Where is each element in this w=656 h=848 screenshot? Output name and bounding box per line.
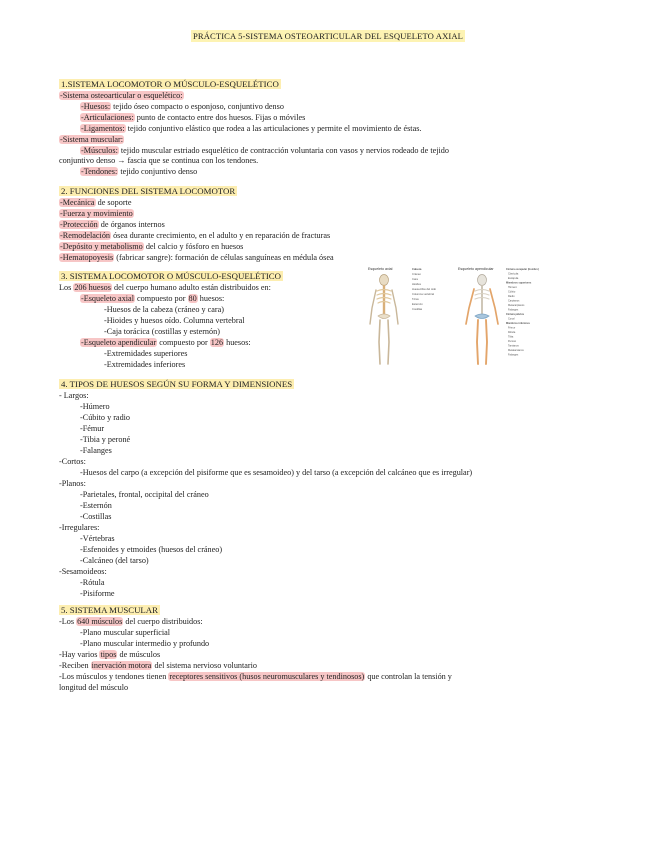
- svg-text:Falanges: Falanges: [508, 353, 519, 357]
- s2-line: -Mecánica de soporte: [60, 198, 132, 207]
- s4-category: -Irregulares:: [59, 523, 100, 532]
- s4-item: -Costillas: [80, 512, 112, 521]
- svg-text:Fémur: Fémur: [508, 326, 516, 330]
- s3-line: -Caja torácica (costillas y esternón): [104, 327, 220, 336]
- section-4-heading: 4. TIPOS DE HUESOS SEGÚN SU FORMA Y DIMENSIONES: [61, 379, 293, 389]
- s5-line: -Plano muscular superficial: [80, 628, 171, 637]
- svg-text:Miembros superiores: Miembros superiores: [506, 281, 532, 285]
- section-2-heading: 2. FUNCIONES DEL SISTEMA LOCOMOTOR: [61, 186, 236, 196]
- svg-text:Costillas: Costillas: [412, 308, 423, 311]
- svg-text:Miembros inferiores: Miembros inferiores: [506, 322, 530, 325]
- s3-line: -Hioides y huesos oído. Columna vertebral: [104, 316, 245, 325]
- appendicular-skeleton-illustration: [466, 275, 498, 365]
- s1-line: -Sistema muscular:: [60, 135, 123, 144]
- s4-item: -Vértebras: [80, 534, 115, 543]
- svg-text:Columna vertebral: Columna vertebral: [412, 293, 434, 296]
- section-3-heading: 3. SISTEMA LOCOMOTOR O MÚSCULO-ESQUELÉTICO: [61, 271, 282, 281]
- svg-text:Cara: Cara: [412, 278, 418, 281]
- s3-line: -Esqueleto apendicular compuesto por 126 huesos:: [81, 338, 251, 347]
- svg-text:Hioides: Hioides: [412, 283, 421, 286]
- s5-line: -Los músculos y tendones tienen receptores sensitivos (husos neuromusculares y tendinosos) que controlan la tensión y: [59, 672, 452, 681]
- figure-appendicular-labels: [506, 268, 539, 357]
- s2-line: -Fuerza y movimiento: [60, 209, 133, 218]
- s4-item: -Pisiforme: [80, 589, 115, 598]
- skeleton-figure: [366, 264, 562, 372]
- svg-text:Húmero: Húmero: [508, 286, 517, 289]
- svg-text:Esternón: Esternón: [412, 303, 423, 306]
- svg-text:Cúbito: Cúbito: [508, 290, 516, 294]
- s1-line: -Huesos: tejido óseo compacto o esponjoso, conjuntivo denso: [81, 102, 284, 111]
- s1-line: -Músculos: tejido muscular estriado esquelético de contracción voluntaria con vasos y nervios rodeado de tejido: [81, 146, 449, 155]
- s3-line: -Huesos de la cabeza (cráneo y cara): [104, 305, 225, 314]
- s4-item: -Húmero: [80, 402, 110, 411]
- svg-text:Cráneo: Cráneo: [412, 273, 421, 276]
- s5-line: -Plano muscular intermedio y profundo: [80, 639, 210, 648]
- svg-text:Falanges: Falanges: [508, 308, 519, 312]
- s2-line: -Depósito y metabolismo del calcio y fósforo en huesos: [60, 242, 244, 251]
- svg-text:Clavícula: Clavícula: [508, 272, 519, 276]
- s4-category: - Largos:: [59, 391, 89, 400]
- figure-label-left: Esqueleto axial: [368, 267, 393, 271]
- svg-text:Carpianos: Carpianos: [508, 299, 520, 303]
- s1-line: -Ligamentos: tejido conjuntivo elástico que rodea a las articulaciones y permite el movimiento de éstas.: [81, 124, 422, 133]
- s4-item: -Falanges: [80, 446, 112, 455]
- section-5-heading: 5. SISTEMA MUSCULAR: [61, 605, 159, 615]
- svg-text:Tibia: Tibia: [508, 335, 514, 339]
- s2-line: -Protección de órganos internos: [60, 220, 165, 229]
- s3-line: -Esqueleto axial compuesto por 80 huesos:: [81, 294, 225, 303]
- s4-item: -Rótula: [80, 578, 105, 587]
- section-1-heading: 1.SISTEMA LOCOMOTOR O MÚSCULO-ESQUELÉTICO: [61, 79, 279, 89]
- s4-category: -Planos:: [59, 479, 86, 488]
- s4-item: -Tibia y peroné: [80, 435, 131, 444]
- s1-line: -Articulaciones: punto de contacto entre dos huesos. Fijas o móviles: [81, 113, 306, 122]
- s3-line: Los 206 huesos del cuerpo humano adulto están distribuidos en:: [59, 283, 271, 292]
- svg-text:Cintura pélvica: Cintura pélvica: [506, 313, 524, 316]
- s5-line: -Los 640 músculos del cuerpo distribuidos:: [59, 617, 203, 626]
- s4-category: -Cortos:: [59, 457, 86, 466]
- svg-text:Rótula: Rótula: [508, 331, 516, 334]
- svg-text:Tarsianos: Tarsianos: [508, 344, 519, 348]
- figure-axial-labels: [412, 267, 437, 311]
- s4-item: -Calcáneo (del tarso): [80, 556, 149, 565]
- s4-category: -Sesamoideos:: [59, 567, 107, 576]
- svg-text:Coxal: Coxal: [508, 317, 515, 321]
- svg-text:Metatarsianos: Metatarsianos: [508, 349, 524, 352]
- s3-line: -Extremidades inferiores: [104, 360, 186, 369]
- s3-line: -Extremidades superiores: [104, 349, 188, 358]
- s4-item: -Fémur: [80, 424, 105, 433]
- figure-label-right: Esqueleto apendicular: [458, 267, 494, 271]
- page-title: PRÁCTICA 5-SISTEMA OSTEOARTICULAR DEL ESQUELETO AXIAL: [193, 31, 463, 41]
- svg-text:Radio: Radio: [508, 295, 515, 298]
- s4-item: -Esfenoides y etmoides (huesos del cráneo): [80, 545, 223, 554]
- s5-line: -Reciben inervación motora del sistema nervioso voluntario: [59, 661, 258, 670]
- s2-line: -Hematopoyesis (fabricar sangre): formación de células sanguíneas en médula ósea: [60, 253, 334, 262]
- svg-text:Peroné: Peroné: [508, 340, 517, 343]
- s5-line: longitud del músculo: [59, 683, 129, 692]
- svg-text:Metacarpianos: Metacarpianos: [508, 304, 525, 307]
- s4-item: -Huesos del carpo (a excepción del pisiforme que es sesamoideo) y del tarso (a excepción del calcáneo que es irregular): [80, 468, 473, 477]
- svg-text:Cabeza: Cabeza: [412, 268, 422, 271]
- s1-line: -Tendones: tejido conjuntivo denso: [81, 167, 198, 176]
- svg-text:Cintura escapular (hombro): Cintura escapular (hombro): [506, 268, 539, 271]
- s4-item: -Cúbito y radio: [80, 413, 131, 422]
- svg-text:Escápula: Escápula: [508, 277, 519, 280]
- s1-line: conjuntivo denso → fascia que se continua con los tendones.: [59, 156, 259, 165]
- s1-line: -Sistema osteoarticular o esquelético:: [60, 91, 183, 100]
- s4-item: -Parietales, frontal, occipital del cráneo: [80, 490, 209, 499]
- s2-line: -Remodelación ósea durante crecimiento, en el adulto y en reparación de fracturas: [60, 231, 331, 240]
- s5-line: -Hay varios tipos de músculos: [59, 650, 161, 659]
- axial-skeleton-illustration: [370, 275, 398, 365]
- s4-item: -Esternón: [80, 501, 112, 510]
- svg-text:Huesecillos del oído: Huesecillos del oído: [412, 288, 437, 291]
- svg-text:Tórax: Tórax: [412, 298, 419, 301]
